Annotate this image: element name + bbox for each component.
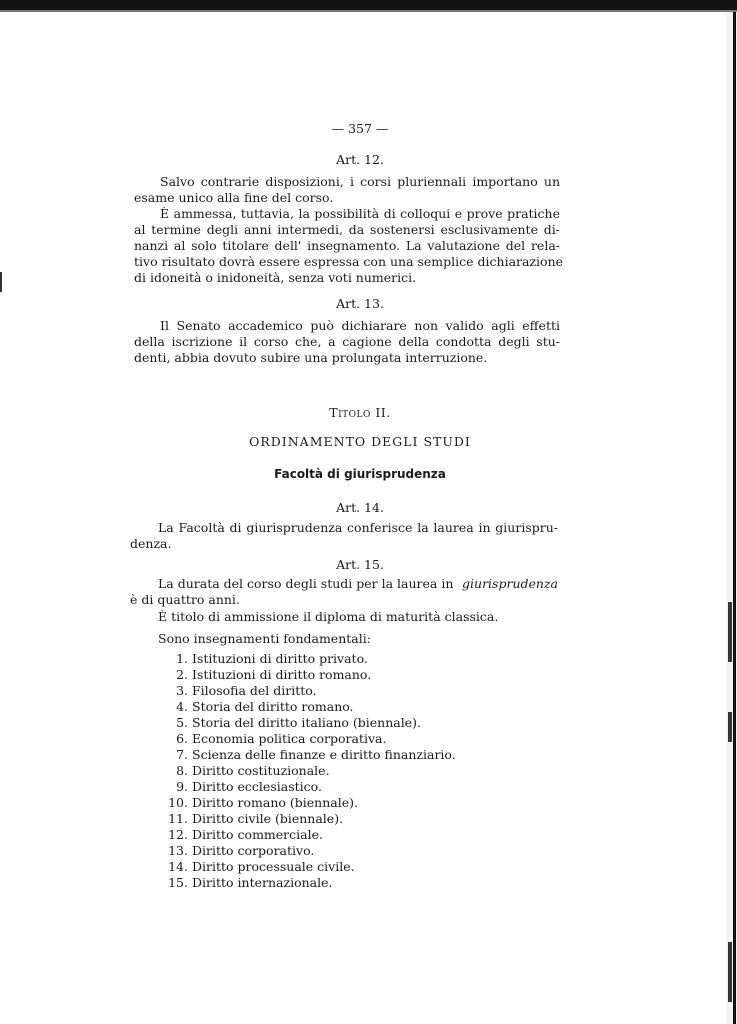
art13-line: della iscrizione il corso che, a cagione della condotta degli stu- <box>134 334 560 349</box>
art12-line: È ammessa, tuttavia, la possibilità di colloqui e prove pratiche <box>160 206 560 221</box>
list-item: 3. Filosofia del diritto. <box>176 683 317 698</box>
scan-right-border <box>726 12 737 1024</box>
list-item: 7. Scienza delle finanze e diritto finanziario. <box>176 747 456 762</box>
art14-line: La Facoltà di giurisprudenza conferisce la laurea in giurispru- <box>158 520 558 535</box>
list-item: 14. Diritto processuale civile. <box>168 859 355 874</box>
list-item: 13. Diritto corporativo. <box>168 843 315 858</box>
art12-line: al termine degli anni intermedi, da sostenersi esclusivamente di- <box>134 222 560 237</box>
ordinamento-heading: ORDINAMENTO DEGLI STUDI <box>249 434 471 449</box>
scan-top-border <box>0 0 737 10</box>
list-item: 10. Diritto romano (biennale). <box>168 795 358 810</box>
list-item: 1. Istituzioni di diritto privato. <box>176 651 368 666</box>
art14-heading: Art. 14. <box>336 500 384 515</box>
scan-top-border-shadow <box>0 10 737 12</box>
list-item: 2. Istituzioni di diritto romano. <box>176 667 372 682</box>
list-item: 12. Diritto commerciale. <box>168 827 323 842</box>
art12-line: di idoneità o inidoneità, senza voti numerici. <box>134 270 417 285</box>
art12-line: Salvo contrarie disposizioni, i corsi pluriennali importano un <box>160 174 560 189</box>
art13-heading: Art. 13. <box>336 296 384 311</box>
list-item: 8. Diritto costituzionale. <box>176 763 330 778</box>
art12-line: esame unico alla fine del corso. <box>134 190 334 205</box>
list-item: 6. Economia politica corporativa. <box>176 731 387 746</box>
list-item: 15. Diritto internazionale. <box>168 875 333 890</box>
art15-heading: Art. 15. <box>336 557 384 572</box>
list-item: 9. Diritto ecclesiastico. <box>176 779 322 794</box>
art12-line: tivo risultato dovrà essere espressa con una semplice dichiarazione <box>134 254 564 269</box>
art13-line: denti, abbia dovuto subire una prolungata interruzione. <box>134 350 488 365</box>
facolta-heading: Facoltà di giurisprudenza <box>274 467 446 481</box>
titolo-heading: Titolo II. <box>329 405 391 420</box>
art15-line1-italic: giurisprudenza <box>462 576 558 591</box>
art12-heading: Art. 12. <box>336 152 384 167</box>
art15-line1 <box>158 576 558 592</box>
list-item: 5. Storia del diritto italiano (biennale). <box>176 715 421 730</box>
art13-line: Il Senato accademico può dichiarare non valido agli effetti <box>160 318 560 333</box>
art15-line1-text: La durata del corso degli studi per la laurea in <box>158 576 454 591</box>
art14-line: denza. <box>130 536 172 551</box>
insegnamenti-list <box>160 651 456 891</box>
list-item: 11. Diritto civile (biennale). <box>168 811 344 826</box>
art15-line2: è di quattro anni. <box>130 592 240 607</box>
art12-line: nanzi al solo titolare dell' insegnamento. La valutazione del rela- <box>134 238 560 253</box>
art15-line3: È titolo di ammissione il diploma di maturità classica. <box>158 609 499 624</box>
list-item: 4. Storia del diritto romano. <box>176 699 354 714</box>
page-number: — 357 — <box>331 121 389 136</box>
scan-left-mark <box>0 272 2 292</box>
art15-line4: Sono insegnamenti fondamentali: <box>158 631 371 646</box>
